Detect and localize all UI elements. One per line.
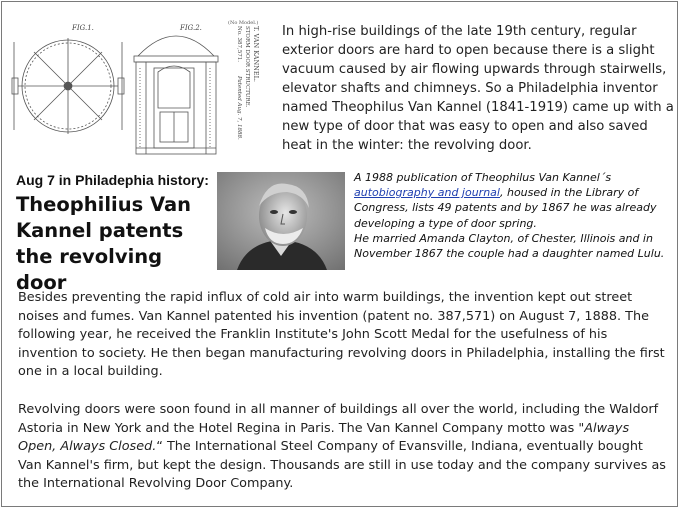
- fig1-label: FIG.1.: [72, 24, 94, 32]
- svg-text:Patented Aug. 7, 1888.: Patented Aug. 7, 1888.: [236, 76, 242, 140]
- headline: Theophilius Van Kannel patents the revolving door: [16, 193, 192, 294]
- fig2-label: FIG.2.: [180, 24, 202, 32]
- patent-drawing: [10, 8, 272, 158]
- paragraph-invention: Besides preventing the rapid influx of cold air into warm buildings, the invention kept out street noises and fumes. Van Kannel patented his invention (patent no. 387,571) on August 7, 1888. The following year, he received the Franklin Institute's John Scott Medal for the usefulness of his invention to society. He then began manufacturing revolving doors in Philadelphia, installing the first one in a local building.: [18, 290, 665, 380]
- slide: [1, 1, 678, 507]
- date-label: Aug 7 in Philadephia history:: [16, 172, 209, 188]
- paragraph-legacy: Revolving doors were soon found in all manner of buildings all over the world, including the Waldorf Astoria in New York and the Hotel Regina in Paris. The Van Kannel Company motto was "Always Open, Always Closed.“ The International Steel Company of Evansville, Indiana, eventually bought Van Kannel's firm, but kept the design. Thousands are still in use today and the company survives as the International Revolving Door Company.: [18, 402, 666, 492]
- svg-text:STORM DOOR STRUCTURE.: STORM DOOR STRUCTURE.: [244, 26, 250, 108]
- svg-text:No. 387,571.: No. 387,571.: [236, 26, 242, 63]
- intro-text: In high-rise buildings of the late 19th century, regular exterior doors are hard to open because there is a slight vacuum caused by air flowing upwards through stairwells, elevator shafts and chimneys. So a Philadelphia inventor named Theophilus Van Kannel (1841-1919) came up with a new type of door that was easy to open and also saved heat in the winter: the revolving door.: [282, 24, 674, 153]
- patent-model-note: (No Model.): [228, 20, 259, 26]
- company-motto: Always Open, Always Closed.: [18, 420, 630, 455]
- autobiography-link[interactable]: autobiography and journal: [354, 186, 500, 200]
- portrait-photo: [217, 172, 345, 270]
- svg-text:T. VAN KANNEL.: T. VAN KANNEL.: [252, 26, 260, 83]
- portrait-caption: A 1988 publication of Theophilus Van Kannel´s autobiography and journal, housed in the Library of Congress, lists 49 patents and by 1867 he was already developing a type of door spring. He married Amanda Clayton, of Chester, Illinois and in November 1867 the couple had a daughter named Lulu.: [354, 171, 665, 261]
